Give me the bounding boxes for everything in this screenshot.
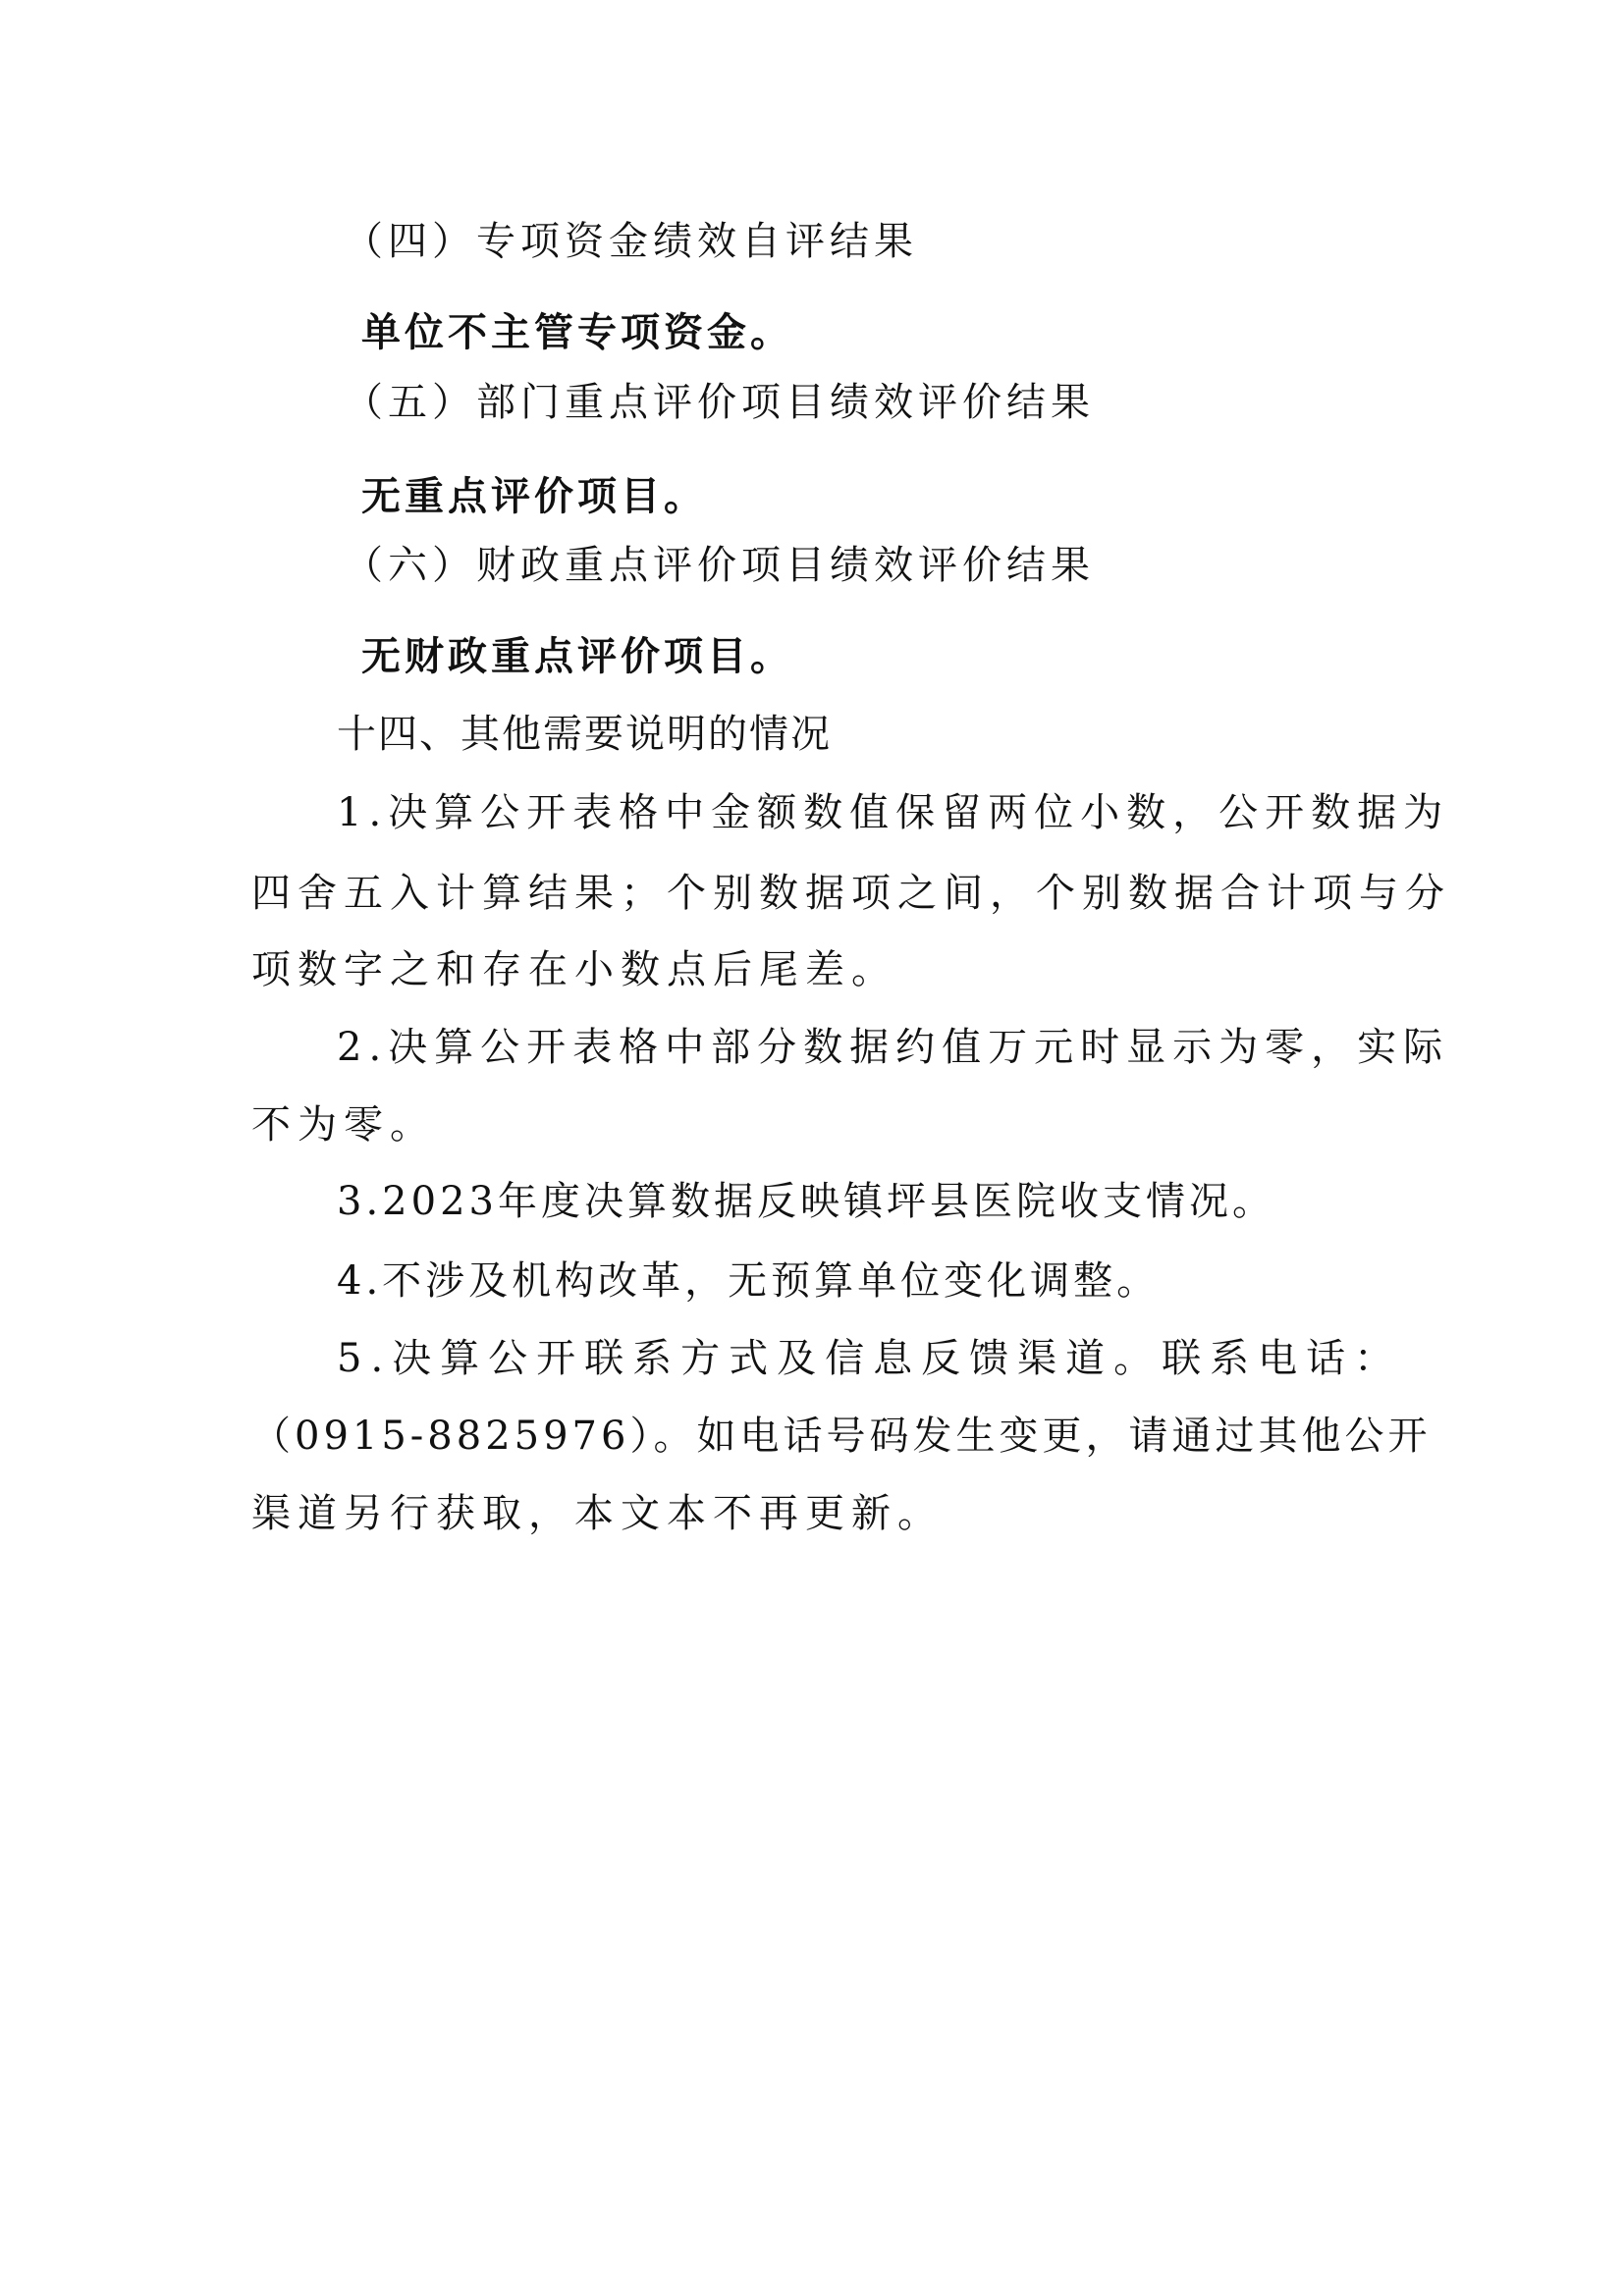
section-4-title: （四）专项资金绩效自评结果 xyxy=(344,219,918,264)
section-6-body: 无财政重点评价项目。 xyxy=(361,634,793,679)
section-5-body: 无重点评价项目。 xyxy=(361,474,707,519)
section-4-body: 单位不主管专项资金。 xyxy=(361,310,793,355)
note-2-line-1: 2.决算公开表格中部分数据约值万元时显示为零，实际 xyxy=(337,1025,1450,1070)
note-1-line-1: 1.决算公开表格中金额数值保留两位小数，公开数据为 xyxy=(337,790,1450,835)
section-5-title: （五）部门重点评价项目绩效评价结果 xyxy=(344,380,1095,425)
note-3: 3.2023年度决算数据反映镇坪县医院收支情况。 xyxy=(337,1179,1275,1224)
note-4: 4.不涉及机构改革，无预算单位变化调整。 xyxy=(337,1258,1161,1304)
heading-14: 十四、其他需要说明的情况 xyxy=(337,712,832,757)
note-1-line-3: 项数字之和存在小数点后尾差。 xyxy=(251,947,897,992)
note-2-line-2: 不为零。 xyxy=(251,1102,436,1148)
section-6-title: （六）财政重点评价项目绩效评价结果 xyxy=(344,543,1095,588)
note-5-line-1: 5.决算公开联系方式及信息反馈渠道。联系电话： xyxy=(337,1336,1403,1381)
note-5-line-3: 渠道另行获取，本文本不再更新。 xyxy=(251,1491,944,1536)
note-5-line-2: （0915-8825976）。如电话号码发生变更，请通过其他公开 xyxy=(251,1414,1432,1459)
note-1-line-2: 四舍五入计算结果；个别数据项之间，个别数据合计项与分 xyxy=(251,871,1451,916)
